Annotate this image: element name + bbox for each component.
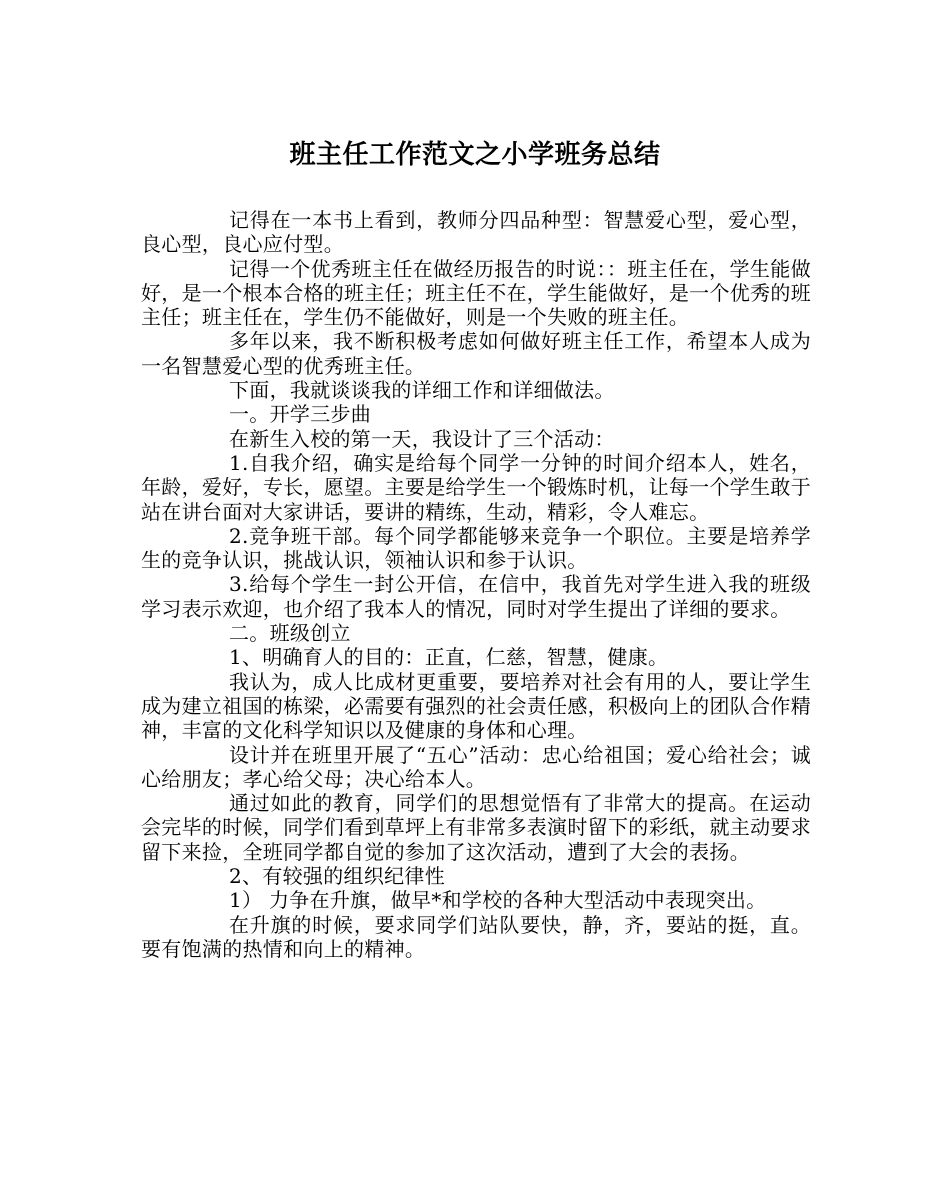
paragraph: 多年以来，我不断积极考虑如何做好班主任工作，希望本人成为一名智慧爱心型的优秀班主任。 [141, 329, 811, 378]
list-item: 2.竞争班干部。每个同学都能够来竞争一个职位。主要是培养学生的竞争认识，挑战认识，领袖认识和参于认识。 [141, 523, 811, 573]
paragraph: 在新生入校的第一天，我设计了三个活动： [229, 426, 615, 451]
paragraph: 记得一个优秀班主任在做经历报告的时说：：班主任在，学生能做好，是一个根本合格的班主任；班主任不在，学生能做好，是一个优秀的班主任；班主任在，学生仍不能做好，则是一个失败的班主任。 [141, 256, 811, 330]
list-item: 1） 力争在升旗，做早*和学校的各种大型活动中表现突出。 [229, 888, 767, 913]
paragraph: 在升旗的时候，要求同学们站队要快，静，齐，要站的挺，直。要有饱满的热情和向上的精神。 [141, 912, 811, 961]
paragraph: 设计并在班里开展了“五心”活动：忠心给祖国；爱心给社会；诚心给朋友；孝心给父母；决心给本人。 [141, 742, 811, 791]
paragraph: 通过如此的教育，同学们的思想觉悟有了非常大的提高。在运动会完毕的时候，同学们看到草坪上有非常多表演时留下的彩纸，就主动要求留下来捡，全班同学都自觉的参加了这次活动，遭到了大会的表扬。 [141, 791, 811, 864]
subsection-heading: 1、明确育人的目的：正直，仁慈，智慧，健康。 [229, 645, 669, 670]
list-item: 1.自我介绍，确实是给每个同学一分钟的时间介绍本人，姓名，年龄，爱好，专长，愿望。主要是给学生一个锻炼时机，让每一个学生敢于站在讲台面对大家讲话，要讲的精练，生动，精彩，令人难忘。 [141, 450, 811, 524]
list-item: 3.给每个学生一封公开信，在信中，我首先对学生进入我的班级学习表示欢迎，也介绍了我本人的情况，同时对学生提出了详细的要求。 [141, 572, 811, 621]
document-title: 班主任工作范文之小学班务总结 [289, 140, 661, 170]
paragraph: 下面，我就谈谈我的详细工作和详细做法。 [229, 378, 615, 403]
paragraph: 我认为，成人比成材更重要，要培养对社会有用的人，要让学生成为建立祖国的栋梁，必需要有强烈的社会责任感，积极向上的团队合作精神，丰富的文化科学知识以及健康的身体和心理。 [141, 669, 811, 743]
paragraph: 记得在一本书上看到，教师分四品种型：智慧爱心型，爱心型，良心型，良心应付型。 [141, 208, 811, 257]
document-body [141, 208, 811, 961]
subsection-heading: 2、有较强的组织纪律性 [229, 864, 446, 889]
section-heading: 二。班级创立 [229, 621, 351, 646]
section-heading: 一。开学三步曲 [229, 402, 372, 427]
